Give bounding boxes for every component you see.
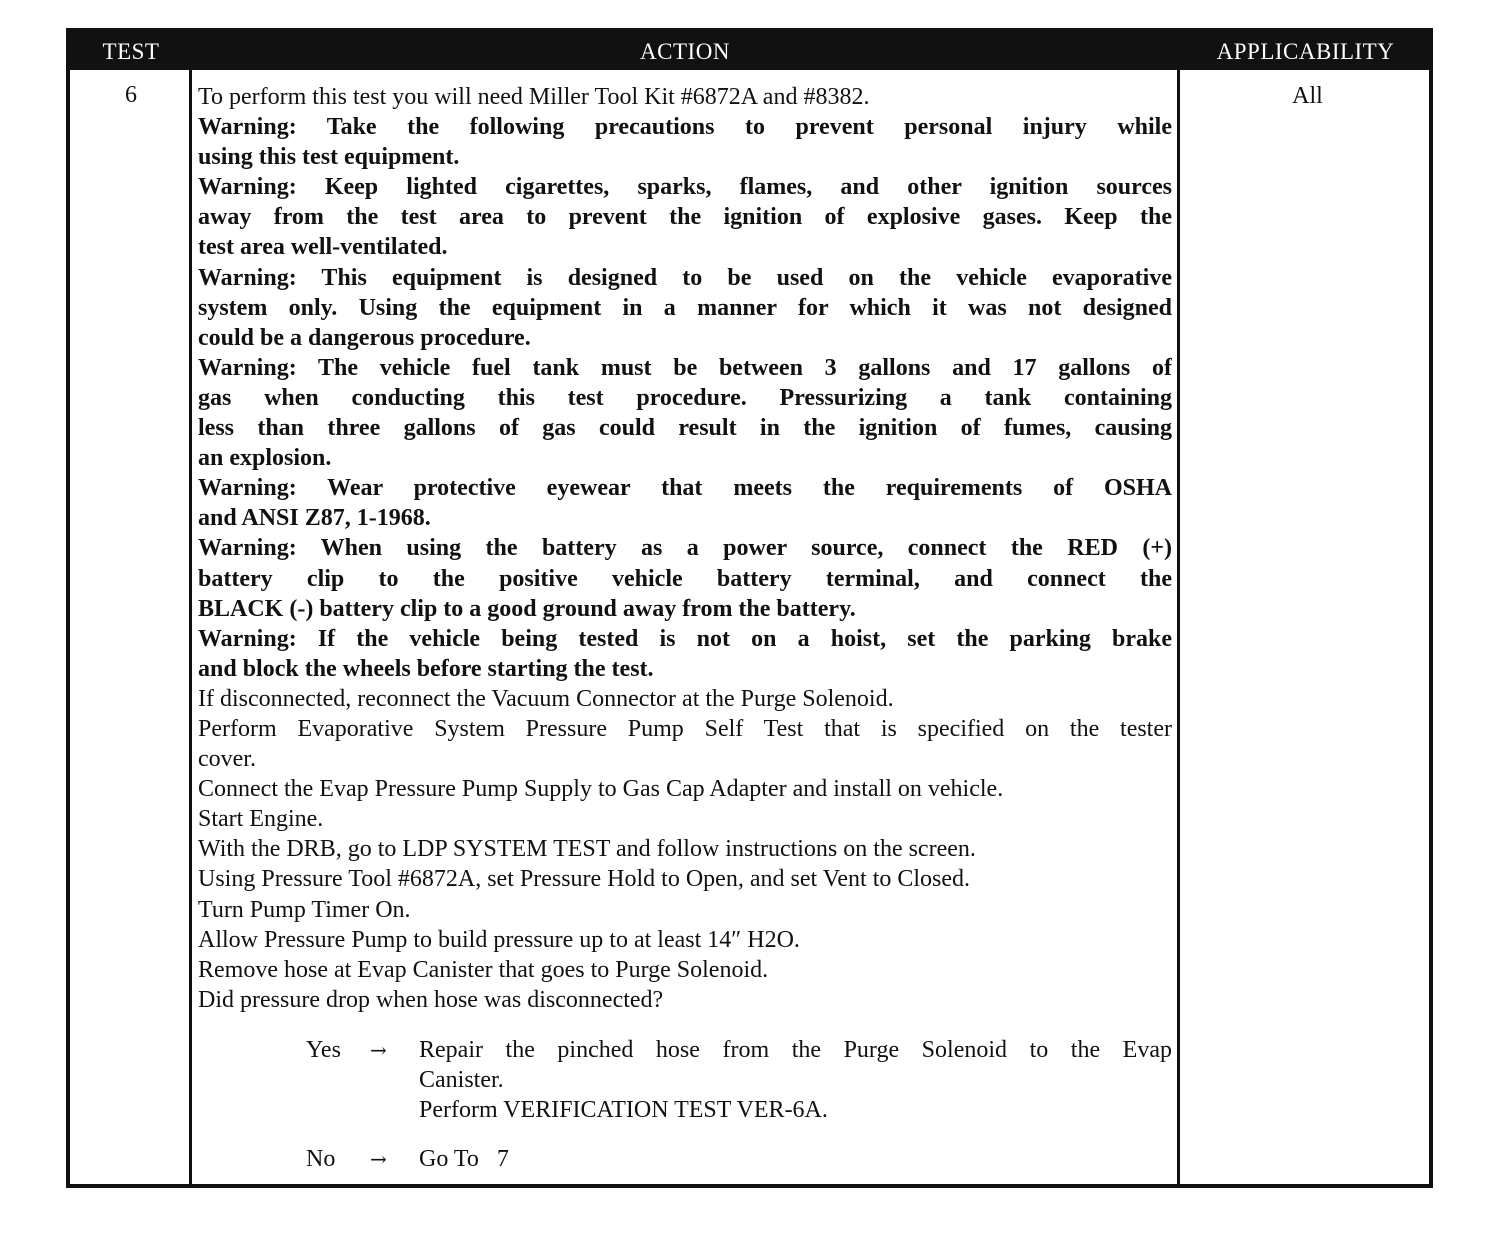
- step-line: With the DRB, go to LDP SYSTEM TEST and follow instructions on the screen.: [198, 836, 976, 863]
- step-line: Allow Pressure Pump to build pressure up to at least 14″ H2O.: [198, 926, 800, 953]
- yes-text-line: Canister.: [419, 1067, 504, 1093]
- warning-line: BLACK (-) battery clip to a good ground away from the battery.: [198, 595, 856, 622]
- step-line: Connect the Evap Pressure Pump Supply to Gas Cap Adapter and install on vehicle.: [198, 776, 1004, 803]
- no-branch: [306, 1144, 1172, 1174]
- header-applicability: APPLICABILITY: [1216, 39, 1395, 64]
- warning-line: away from the test area to prevent the ignition of explosive gases. Keep the: [198, 204, 1172, 231]
- column-divider: [189, 70, 192, 1184]
- warning-line: gas when conducting this test procedure. Pressurizing a tank containing: [198, 384, 1172, 411]
- step-line: Remove hose at Evap Canister that goes to Purge Solenoid.: [198, 956, 769, 983]
- warning-line: and block the wheels before starting the test.: [198, 655, 654, 682]
- warning-line: Warning: Wear protective eyewear that meets the requirements of OSHA: [198, 475, 1172, 502]
- arrow-right-icon: →: [370, 1037, 387, 1062]
- header-test: TEST: [102, 39, 160, 64]
- warning-line: Warning: This equipment is designed to be used on the vehicle evaporative: [198, 264, 1172, 291]
- column-divider: [1177, 70, 1180, 1184]
- warning-line: using this test equipment.: [198, 144, 460, 171]
- table-header: [70, 32, 1429, 70]
- header-action: ACTION: [640, 39, 730, 64]
- go-to-line: Go To 7: [419, 1146, 509, 1173]
- no-label: No: [306, 1146, 336, 1173]
- warning-line: battery clip to the positive vehicle battery terminal, and connect the: [198, 565, 1172, 592]
- yes-branch: [306, 1035, 1172, 1125]
- action-cell: [198, 82, 1172, 1174]
- warning-line: Warning: When using the battery as a power source, connect the RED (+): [198, 535, 1172, 562]
- arrow-right-icon: →: [370, 1147, 387, 1172]
- warning-line: Warning: If the vehicle being tested is not on a hoist, set the parking brake: [198, 625, 1172, 652]
- step-line: cover.: [198, 746, 256, 773]
- warning-line: less than three gallons of gas could result in the ignition of fumes, causing: [198, 415, 1172, 442]
- question-line: Did pressure drop when hose was disconnected?: [198, 986, 664, 1013]
- verification-line: Perform VERIFICATION TEST VER-6A.: [419, 1097, 828, 1124]
- diagnostic-test-table: [66, 28, 1433, 1188]
- warning-line: test area well-ventilated.: [198, 234, 448, 261]
- warning-line: Warning: Keep lighted cigarettes, sparks, flames, and other ignition sources: [198, 174, 1172, 201]
- warning-line: an explosion.: [198, 445, 332, 472]
- warning-line: system only. Using the equipment in a manner for which it was not designed: [198, 294, 1172, 321]
- yes-text-line: Repair the pinched hose from the Purge Solenoid to the Evap: [419, 1036, 1172, 1063]
- step-line: Turn Pump Timer On.: [198, 896, 411, 923]
- warning-line: and ANSI Z87, 1-1968.: [198, 505, 431, 532]
- step-line: Start Engine.: [198, 806, 324, 833]
- intro-line: To perform this test you will need Miller Tool Kit #6872A and #8382.: [198, 84, 870, 110]
- step-line: If disconnected, reconnect the Vacuum Connector at the Purge Solenoid.: [198, 685, 894, 712]
- applicability-value: All: [1292, 83, 1323, 109]
- yes-label: Yes: [306, 1036, 341, 1063]
- step-line: Using Pressure Tool #6872A, set Pressure Hold to Open, and set Vent to Closed.: [198, 866, 971, 893]
- warning-line: could be a dangerous procedure.: [198, 324, 531, 351]
- step-line: Perform Evaporative System Pressure Pump Self Test that is specified on the tester: [198, 715, 1172, 742]
- no-instructions: [419, 1144, 1172, 1174]
- test-number: 6: [125, 82, 137, 108]
- warning-line: Warning: Take the following precautions to prevent personal injury while: [198, 114, 1172, 141]
- warning-line: Warning: The vehicle fuel tank must be between 3 gallons and 17 gallons of: [198, 354, 1172, 381]
- yes-instructions: [419, 1035, 1172, 1125]
